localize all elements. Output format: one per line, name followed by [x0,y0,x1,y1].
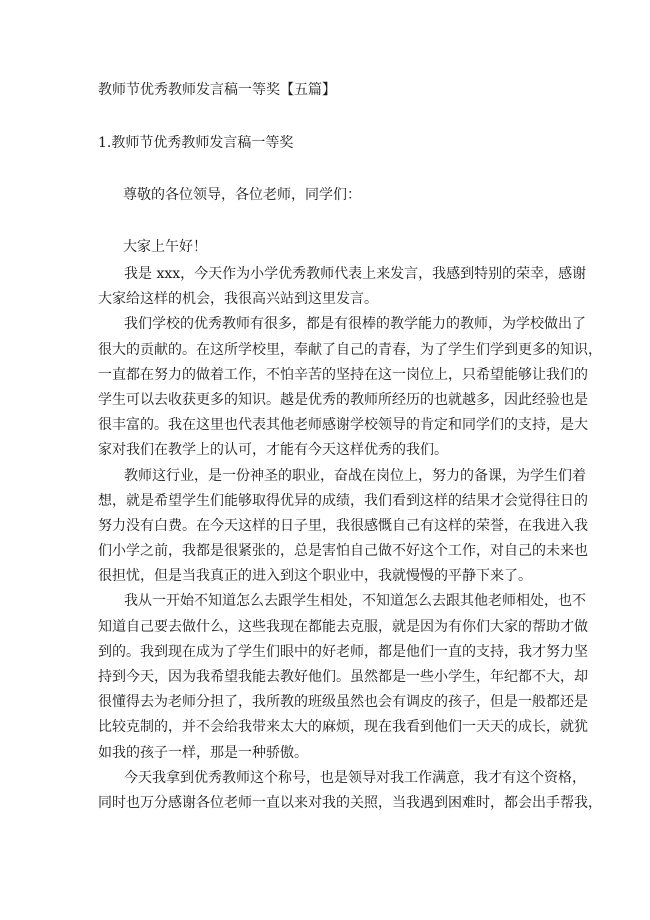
paragraph-line: 我是 xxx，今天作为小学优秀教师代表上来发言，我感到特别的荣幸，感谢 [124,266,587,282]
section-heading: 1.教师节优秀教师发言稿一等奖 [98,135,294,151]
paragraph-line: 很丰富的。我在这里也代表其他老师感谢学校领导的肯定和同学们的支持，是大 [98,417,588,434]
paragraph-line: 努力没有白费。在今天这样的日子里，我很感慨自己有这样的荣誉，在我进入我 [98,517,588,534]
paragraph-line: 如我的孩子一样，那是一种骄傲。 [98,744,308,761]
paragraph [98,312,602,463]
paragraph-line: 家对我们在教学上的认可，才能有今天这样优秀的我们。 [98,442,448,459]
paragraph-line: 很懂得去为老师分担了，我所教的班级虽然也会有调皮的孩子，但是一般都还是 [98,694,588,711]
greeting: 大家上午好！ [123,239,207,255]
paragraph-line: 今天我拿到优秀教师这个称号，也是领导对我工作满意，我才有这个资格， [124,769,586,786]
paragraph-line: 同时也万分感谢各位老师一直以来对我的关照，当我遇到困难时，都会出手帮我， [98,794,602,811]
paragraph [98,589,588,765]
paragraph-line: 比较克制的，并不会给我带来太大的麻烦，现在我看到他们一天天的成长，就犹 [98,719,588,736]
paragraph-line: 学生可以去收获更多的知识。越是优秀的教师所经历的也就越多，因此经验也是 [98,391,588,408]
paragraph [98,464,588,590]
paragraph-line: 大家给这样的机会，我很高兴站到这里发言。 [98,291,378,308]
paragraph [98,766,602,816]
paragraph-line: 我们学校的优秀教师有很多，都是有很棒的教学能力的教师，为学校做出了 [124,316,586,333]
paragraph-line: 很大的贡献的。在这所学校里，奉献了自己的青春，为了学生们学到更多的知识， [98,341,602,358]
paragraph-line: 很担忧，但是当我真正的进入到这个职业中，我就慢慢的平静下来了。 [98,568,532,585]
salutation: 尊敬的各位领导，各位老师，同学们： [123,187,361,203]
paragraph-line: 想，就是希望学生们能够取得优异的成绩，我们看到这样的结果才会觉得往日的 [98,492,588,509]
paragraph-line: 知道自己要去做什么，这些我现在都能去克服，就是因为有你们大家的帮助才做 [98,618,588,635]
paragraph-line: 们小学之前，我都是很紧张的，总是害怕自己做不好这个工作，对自己的未来也 [98,543,588,560]
document-title: 教师节优秀教师发言稿一等奖【五篇】 [98,82,336,98]
paragraph-line: 持到今天，因为我希望我能去教好他们。虽然都是一些小学生，年纪都不大，却 [98,669,588,685]
body-text [98,262,602,816]
paragraph-line: 教师这行业，是一份神圣的职业，奋战在岗位上，努力的备课，为学生们着 [124,467,586,484]
paragraph-line: 一直都在努力的做着工作，不怕辛苦的坚持在这一岗位上，只希望能够让我们的 [98,366,588,383]
paragraph-line: 我从一开始不知道怎么去跟学生相处，不知道怎么去跟其他老师相处，也不 [124,593,586,610]
paragraph [98,262,587,312]
paragraph-line: 到的。我到现在成为了学生们眼中的好老师，都是他们一直的支持，我才努力坚 [98,643,588,660]
